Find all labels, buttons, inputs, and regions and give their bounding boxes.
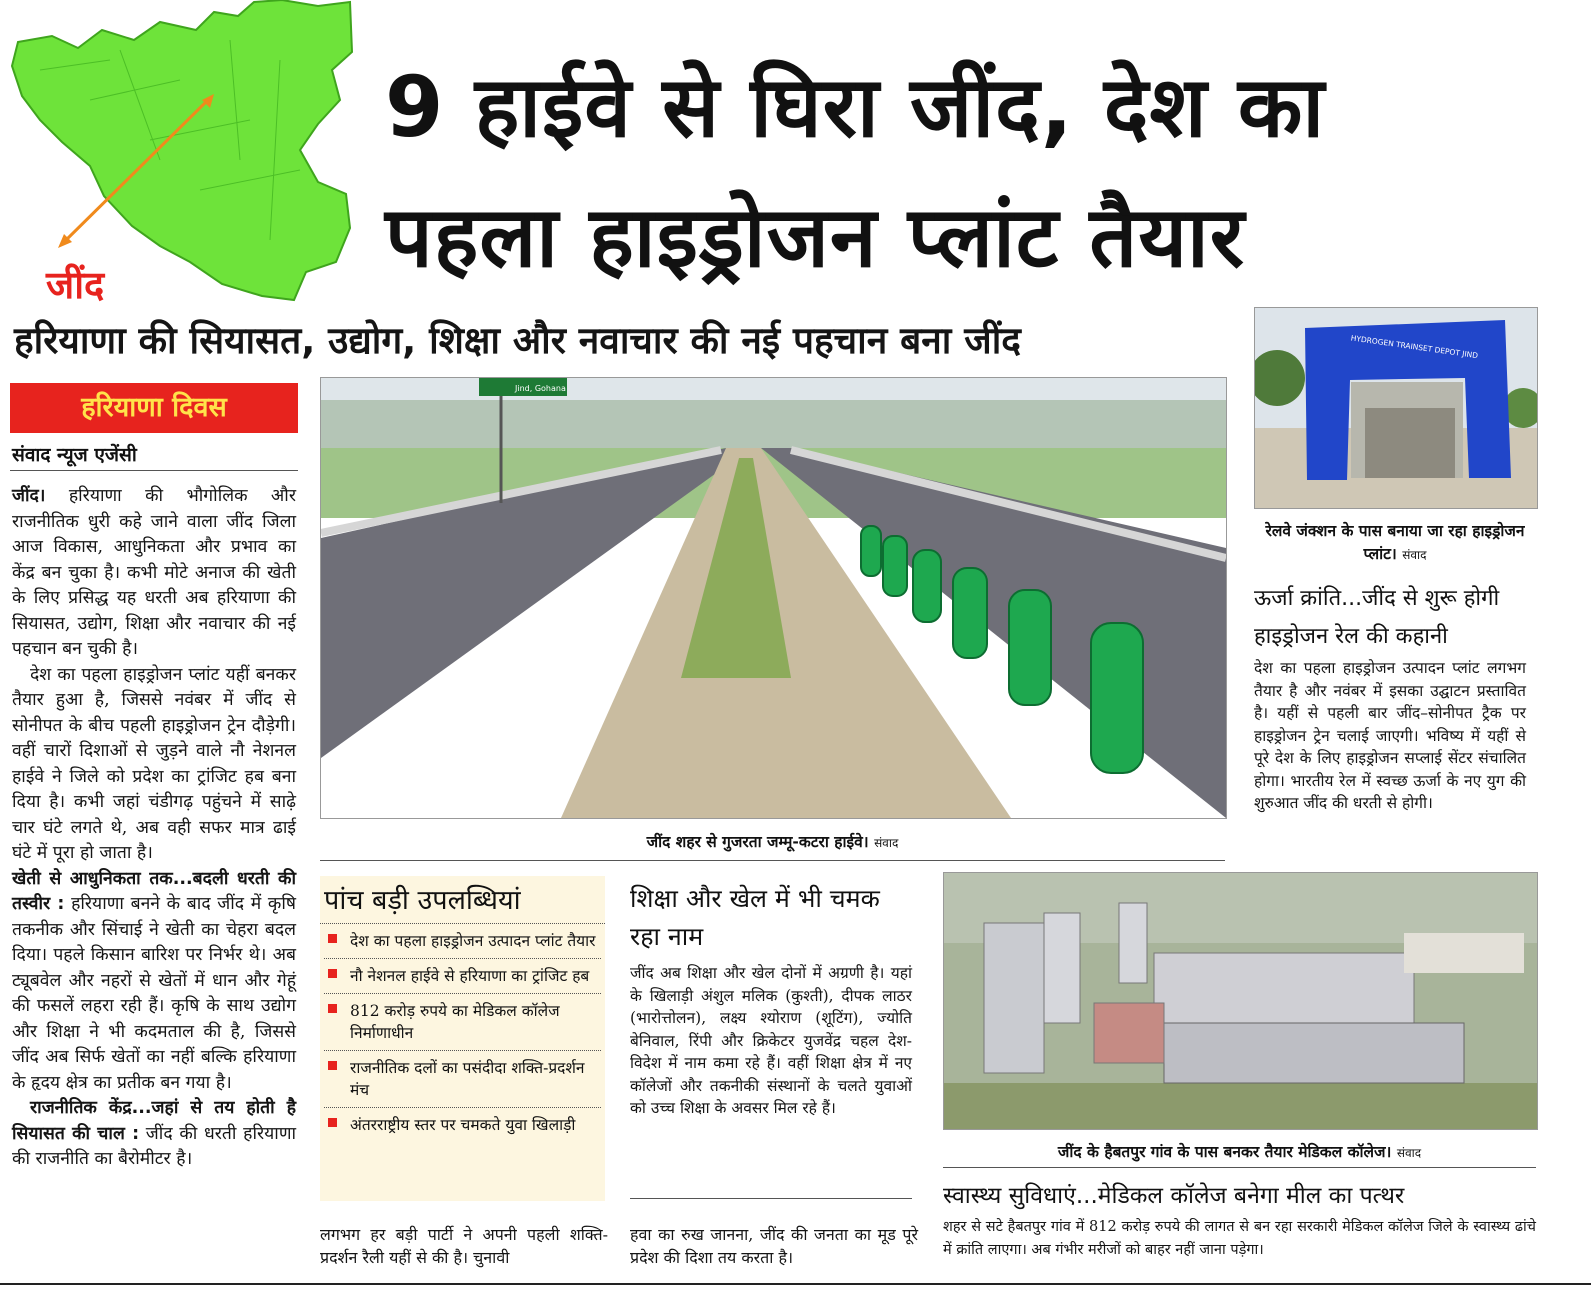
education-title: शिक्षा और खेल में भी चमक रहा नाम bbox=[630, 884, 880, 951]
highway-caption-text: जींद शहर से गुजरता जम्मू-कटरा हाईवे। bbox=[646, 833, 869, 851]
headline-line-1: 9 हाईवे से घिरा जींद, देश का bbox=[385, 58, 1326, 156]
bullet-icon bbox=[328, 934, 337, 943]
achievement-item-2 bbox=[324, 959, 601, 994]
left-para-4 bbox=[12, 1096, 296, 1173]
section-tag: हरियाणा दिवस bbox=[10, 383, 298, 433]
main-headline bbox=[385, 42, 1565, 302]
bullet-icon bbox=[328, 1118, 337, 1127]
headline-line-2: पहला हाइड्रोजन प्लांट तैयार bbox=[385, 188, 1246, 286]
left-para-3 bbox=[12, 867, 296, 1097]
energy-story-title: ऊर्जा क्रांति...जींद से शुरू होगी हाइड्रोजन रेल की कहानी bbox=[1254, 586, 1500, 649]
achievement-item-1 bbox=[324, 924, 601, 959]
energy-story-body: देश का पहला हाइड्रोजन उत्पादन प्लांट लगभग तैयार है और नवंबर में इसका उद्घाटन प्रस्तावित है। यहीं से पहली बार जींद–सोनीपत ट्रैक पर हाइड्रोजन ट्रेन चलाई जाएगी। भविष्य में यहीं से पूरे देश के लिए हाइड्रोजन सप्लाई सेंटर संचालित होगा। भारतीय रेल में स्वच्छ ऊर्जा के नए युग की शुरुआत जींद की धरती से होगी। bbox=[1254, 659, 1526, 812]
bottom-strip-col-2: हवा का रुख जानना, जींद की जनता का मूड पूरे प्रदेश की दिशा तय करता है। bbox=[630, 1225, 918, 1267]
depot-photo-graphic bbox=[1255, 308, 1537, 508]
highway-caption-source: संवाद bbox=[874, 836, 899, 850]
left-para-4-lead: राजनीतिक केंद्र...जहां से तय होती है सियासत की चाल : bbox=[12, 1098, 296, 1144]
highway-photo-graphic bbox=[321, 378, 1226, 818]
medical-college-caption bbox=[943, 1140, 1536, 1162]
medical-college-caption-text: जींद के हैबतपुर गांव के पास बनकर तैयार मेडिकल कॉलेज। bbox=[1057, 1143, 1392, 1161]
sub-headline: हरियाणा की सियासत, उद्योग, शिक्षा और नवाचार की नई पहचान बना जींद bbox=[14, 319, 1021, 362]
achievement-item-4 bbox=[324, 1051, 601, 1108]
education-body: जींद अब शिक्षा और खेल दोनों में अग्रणी है। यहां के खिलाड़ी अंशुल मलिक (कुश्ती), दीपक लाठर (भारोत्तोलन), लक्ष्य श्योराण (शूटिंग), ज्योति बेनिवाल, रिंपी और क्रिकेटर युजवेंद्र चहल देश-विदेश में नाम कमा रहे हैं। वहीं शिक्षा क्षेत्र में नए कॉलेजों और तकनीकी संस्थानों के चलते युवाओं को उच्च शिक्षा के अवसर मिल रहे हैं। bbox=[630, 964, 912, 1117]
bottom-strip-col-1: लगभग हर बड़ी पार्टी ने अपनी पहली शक्ति-प्रदर्शन रैली यहीं से की है। चुनावी bbox=[320, 1225, 608, 1267]
medical-college-photo bbox=[943, 872, 1538, 1130]
achievement-text-5: अंतरराष्ट्रीय स्तर पर चमकते युवा खिलाड़ी bbox=[350, 1116, 576, 1134]
education-divider bbox=[630, 1198, 912, 1199]
highway-sign-text: Jind, Gohana bbox=[515, 384, 566, 393]
achievements-box bbox=[320, 876, 605, 1201]
highway-caption bbox=[320, 830, 1225, 852]
dateline: जींद। bbox=[12, 486, 46, 506]
depot-caption bbox=[1254, 520, 1536, 567]
bullet-icon bbox=[328, 969, 337, 978]
depot-caption-source: संवाद bbox=[1402, 548, 1427, 562]
health-body: शहर से सटे हैबतपुर गांव में 812 करोड़ रुपये की लागत से बन रहा सरकारी मेडिकल कॉलेज जिले के स्वास्थ्य ढांचे में क्रांति लाएगा। अब गंभीर मरीजों को बाहर नहीं जाना पड़ेगा। bbox=[943, 1219, 1536, 1258]
achievement-text-1: देश का पहला हाइड्रोजन उत्पादन प्लांट तैयार bbox=[350, 932, 596, 950]
depot-caption-text: रेलवे जंक्शन के पास बनाया जा रहा हाइड्रोजन प्लांट। bbox=[1265, 522, 1525, 563]
agency-divider bbox=[10, 470, 298, 471]
achievement-text-3: 812 करोड़ रुपये का मेडिकल कॉलेज निर्माणाधीन bbox=[350, 1002, 560, 1042]
mid-divider bbox=[320, 860, 1225, 861]
left-column-article bbox=[12, 484, 296, 1173]
depot-photo bbox=[1254, 307, 1538, 509]
left-para-1 bbox=[12, 484, 296, 663]
achievement-item-5 bbox=[324, 1108, 601, 1142]
achievement-text-2: नौ नेशनल हाईवे से हरियाणा का ट्रांजिट हब bbox=[350, 967, 590, 985]
health-divider bbox=[943, 1167, 1536, 1168]
health-title: स्वास्थ्य सुविधाएं...मेडिकल कॉलेज बनेगा मील का पत्थर bbox=[943, 1183, 1405, 1209]
highway-photo bbox=[320, 377, 1227, 819]
left-para-1-text: हरियाणा की भौगोलिक और राजनीतिक धुरी कहे जाने वाला जींद जिला आज विकास, आधुनिकता और प्रभाव का केंद्र बन चुका है। कभी मोटे अनाज की खेती के लिए प्रसिद्ध यह धरती अब हरियाणा की सियासत, उद्योग, शिक्षा और नवाचार की नई पहचान बन चुकी है। bbox=[12, 486, 296, 659]
medical-college-caption-source: संवाद bbox=[1396, 1146, 1422, 1160]
left-para-2: देश का पहला हाइड्रोजन प्लांट यहीं बनकर तैयार हुआ है, जिससे नवंबर में जींद से सोनीपत के बीच पहली हाइड्रोजन ट्रेन दौड़ेगी। वहीं चारों दिशाओं से जुड़ने वाले नौ नेशनल हाईवे ने जिले को प्रदेश का ट्रांजिट हब बना दिया है। कभी जहां चंडीगढ़ पहुंचने में साढ़े चार घंटे लगते थे, अब वही सफर मात्र ढाई घंटे में पूरा हो जाता है। bbox=[12, 664, 296, 863]
left-para-3-lead: खेती से आधुनिकता तक...बदली धरती की तस्वीर : bbox=[12, 868, 296, 914]
left-para-4-text: जींद की धरती हरियाणा की राजनीति का बैरोमीटर है। bbox=[12, 1123, 296, 1169]
agency-credit: संवाद न्यूज एजेंसी bbox=[12, 444, 137, 466]
left-para-3-text: हरियाणा बनने के बाद जींद में कृषि तकनीक और सिंचाई ने खेती का चेहरा बदल दिया। पहले किसान बारिश पर निर्भर थे। अब ट्यूबवेल और नहरों से खेतों में धान और गेहूं की फसलें लहरा रही हैं। कृषि के साथ उद्योग और शिक्षा ने भी कदमताल की है, जिससे जींद अब सिर्फ खेतों का नहीं बल्कि हरियाणा के हृदय क्षेत्र का प्रतीक बन गया है। bbox=[12, 894, 296, 1093]
haryana-map bbox=[0, 0, 360, 310]
page-bottom-rule bbox=[0, 1283, 1591, 1285]
achievements-title: पांच बड़ी उपलब्धियां bbox=[320, 876, 605, 924]
achievement-text-4: राजनीतिक दलों का पसंदीदा शक्ति-प्रदर्शन मंच bbox=[350, 1059, 585, 1099]
medical-college-photo-graphic bbox=[944, 873, 1537, 1129]
map-label-jind: जींद bbox=[46, 263, 105, 307]
achievements-list bbox=[320, 924, 605, 1142]
bullet-icon bbox=[328, 1004, 337, 1013]
depot-gate-text: HYDROGEN TRAINSET DEPOT JIND bbox=[1350, 333, 1479, 361]
bullet-icon bbox=[328, 1061, 337, 1070]
achievement-item-3 bbox=[324, 994, 601, 1051]
